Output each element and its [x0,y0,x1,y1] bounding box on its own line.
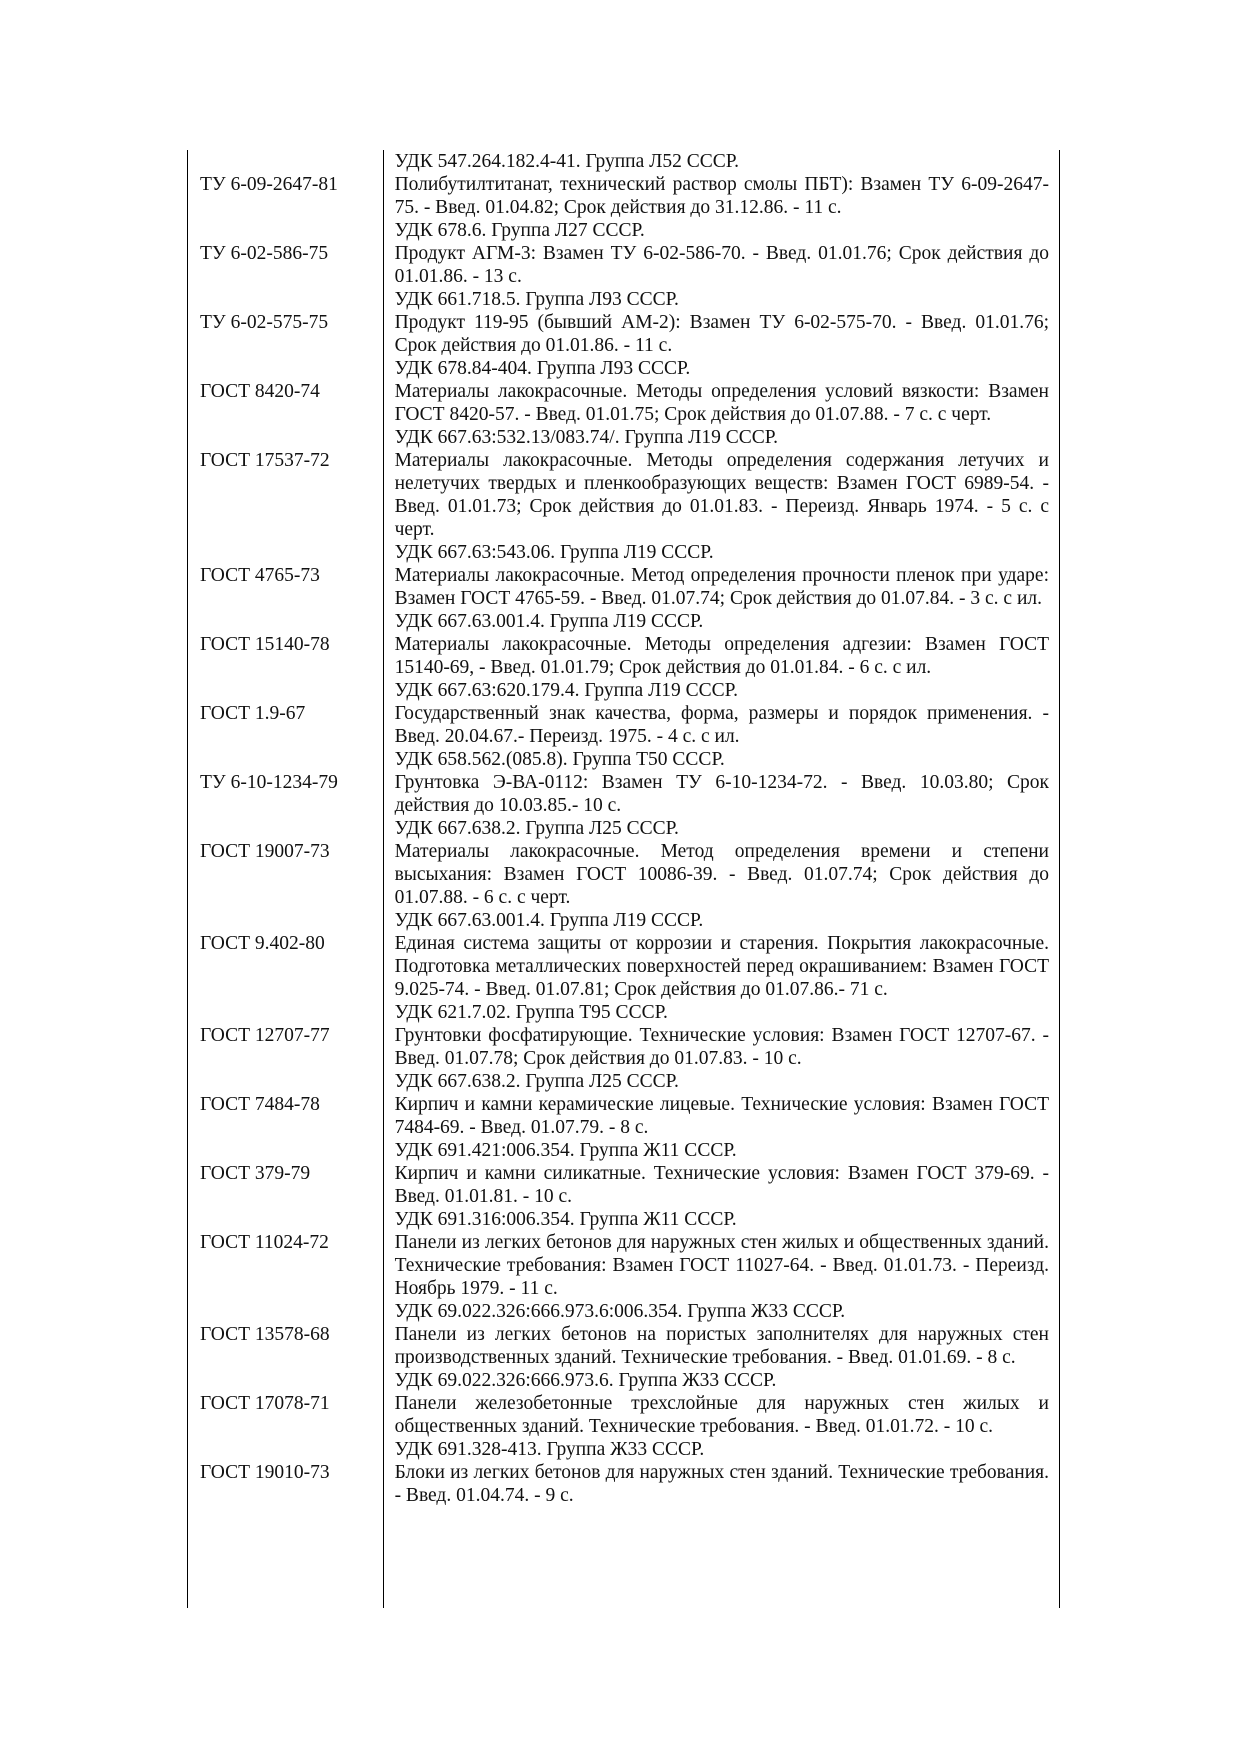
standard-description: Грунтовки фосфатирующие. Технические условия: Взамен ГОСТ 12707-67. - Введ. 01.07.78; Срок действия до 01.07.83. - 10 с. [394,1025,1049,1069]
table-row [188,633,1059,702]
table-row [188,840,1059,932]
udk-line: УДК 667.63.001.4. Группа Л19 СССР. [394,910,704,931]
standard-description: Полибутилтитанат, технический раствор смолы ПБТ): Взамен ТУ 6-09-2647-75. - Введ. 01.04.82; Срок действия до 31.12.86. - 11 с. [394,174,1049,218]
standard-description: Единая система защиты от коррозии и старения. Покрытия лакокрасочные. Подготовка металлических поверхностей перед окрашиванием: Взамен ГОСТ 9.025-74. - Введ. 01.07.81; Срок действия до 01.07.86.- 71 с. [394,933,1049,1000]
standard-description: Панели из легких бетонов на пористых заполнителях для наружных стен производственных зданий. Технические требования. - Введ. 01.01.69. - 8 с. [394,1324,1049,1368]
description-cell [383,840,1059,932]
udk-line: УДК 547.264.182.4-41. Группа Л52 СССР. [394,151,740,172]
standard-code: ГОСТ 13578-68 [200,1324,330,1345]
description-cell [383,1231,1059,1323]
table-row [188,173,1059,242]
table-row [188,1231,1059,1323]
standard-code: ГОСТ 11024-72 [200,1232,329,1253]
description-cell [383,150,1059,173]
udk-line: УДК 678.6. Группа Л27 СССР. [394,220,645,241]
description-cell [383,449,1059,564]
table-row [188,1024,1059,1093]
udk-line: УДК 69.022.326:666.973.6:006.354. Группа Ж33 СССР. [394,1301,846,1322]
udk-line: УДК 621.7.02. Группа Т95 СССР. [394,1002,668,1023]
description-cell [383,173,1059,242]
table-row [188,1392,1059,1461]
table-row [188,564,1059,633]
table-row [188,1323,1059,1392]
udk-line: УДК 678.84-404. Группа Л93 СССР. [394,358,691,379]
description-cell [383,1392,1059,1461]
standard-description: Материалы лакокрасочные. Методы определения условий вязкости: Взамен ГОСТ 8420-57. - Введ. 01.01.75; Срок действия до 01.07.88. - 7 с. с черт. [394,381,1049,425]
standard-code: ГОСТ 9.402-80 [200,933,325,954]
description-cell [383,380,1059,449]
udk-line: УДК 667.63.001.4. Группа Л19 СССР. [394,611,704,632]
udk-line: УДК 667.638.2. Группа Л25 СССР. [394,818,679,839]
table-row [188,771,1059,840]
standard-description: Кирпич и камни керамические лицевые. Технические условия: Взамен ГОСТ 7484-69. - Введ. 01.07.79. - 8 с. [394,1094,1049,1138]
standard-code: ТУ 6-02-586-75 [200,243,329,264]
description-cell [383,1461,1059,1507]
standard-code: ТУ 6-09-2647-81 [200,174,338,195]
standard-code: ГОСТ 19010-73 [200,1462,330,1483]
standard-description: Продукт 119-95 (бывший АМ-2): Взамен ТУ 6-02-575-70. - Введ. 01.01.76; Срок действия до 01.01.86. - 11 с. [394,312,1049,356]
description-cell [383,702,1059,771]
standards-table [187,150,1060,1608]
standard-code: ГОСТ 15140-78 [200,634,330,655]
description-cell [383,311,1059,380]
standard-code: ГОСТ 17537-72 [200,450,330,471]
standard-code: ГОСТ 8420-74 [200,381,320,402]
udk-line: УДК 658.562.(085.8). Группа Т50 СССР. [394,749,725,770]
standard-description: Кирпич и камни силикатные. Технические условия: Взамен ГОСТ 379-69. - Введ. 01.01.81. - 10 с. [394,1163,1049,1207]
code-cell [188,150,383,173]
table-row [188,1162,1059,1231]
description-cell [383,1024,1059,1093]
standard-code: ГОСТ 19007-73 [200,841,330,862]
description-cell [383,1323,1059,1392]
table-row [188,380,1059,449]
table-row [188,449,1059,564]
standard-description: Государственный знак качества, форма, размеры и порядок применения. - Введ. 20.04.67.- Переизд. 1975. - 4 с. с ил. [394,703,1049,747]
standard-description: Продукт АГМ-3: Взамен ТУ 6-02-586-70. - Введ. 01.01.76; Срок действия до 01.01.86. - 13 с. [394,243,1049,287]
standard-code: ГОСТ 12707-77 [200,1025,330,1046]
standard-description: Материалы лакокрасочные. Методы определения содержания летучих и нелетучих твердых и пленкообразующих веществ: Взамен ГОСТ 6989-54. - Введ. 01.01.73; Срок действия до 01.01.83. - Переизд. Январь 1974. - 5 с. с черт. [394,450,1049,540]
table-row [188,932,1059,1024]
description-cell [383,1162,1059,1231]
standard-description: Панели железобетонные трехслойные для наружных стен жилых и общественных зданий. Технические требования. - Введ. 01.01.72. - 10 с. [394,1393,1049,1437]
standard-description: Материалы лакокрасочные. Метод определения времени и степени высыхания: Взамен ГОСТ 10086-39. - Введ. 01.07.74; Срок действия до 01.07.88. - 6 с. с черт. [394,841,1049,908]
udk-line: УДК 667.63:620.179.4. Группа Л19 СССР. [394,680,738,701]
description-cell [383,1093,1059,1162]
standard-code: ГОСТ 1.9-67 [200,703,306,724]
udk-line: УДК 661.718.5. Группа Л93 СССР. [394,289,679,310]
standard-code: ГОСТ 379-79 [200,1163,311,1184]
description-cell [383,633,1059,702]
description-cell [383,564,1059,633]
udk-line: УДК 691.421:006.354. Группа Ж11 СССР. [394,1140,737,1161]
table-row [188,242,1059,311]
table-row [188,1461,1059,1507]
udk-line: УДК 691.316:006.354. Группа Ж11 СССР. [394,1209,737,1230]
table-row [188,311,1059,380]
description-cell [383,932,1059,1024]
standard-description: Грунтовка Э-ВА-0112: Взамен ТУ 6-10-1234-72. - Введ. 10.03.80; Срок действия до 10.03.85.- 10 с. [394,772,1049,816]
standard-code: ГОСТ 4765-73 [200,565,320,586]
table-row [188,702,1059,771]
standard-description: Материалы лакокрасочные. Методы определения адгезии: Взамен ГОСТ 15140-69, - Введ. 01.01.79; Срок действия до 01.01.84. - 6 с. с ил. [394,634,1049,678]
description-cell [383,771,1059,840]
table-row-lead [188,150,1059,173]
table-row [188,1093,1059,1162]
standard-description: Блоки из легких бетонов для наружных стен зданий. Технические требования. - Введ. 01.04.74. - 9 с. [394,1462,1049,1506]
standard-description: Материалы лакокрасочные. Метод определения прочности пленок при ударе: Взамен ГОСТ 4765-59. - Введ. 01.07.74; Срок действия до 01.07.84. - 3 с. с ил. [394,565,1049,609]
standard-code: ТУ 6-02-575-75 [200,312,329,333]
udk-line: УДК 667.638.2. Группа Л25 СССР. [394,1071,679,1092]
table-rows [188,150,1059,1507]
standard-code: ТУ 6-10-1234-79 [200,772,338,793]
udk-line: УДК 667.63:543.06. Группа Л19 СССР. [394,542,714,563]
standard-description: Панели из легких бетонов для наружных стен жилых и общественных зданий. Технические требования: Взамен ГОСТ 11027-64. - Введ. 01.01.73. - Переизд. Ноябрь 1979. - 11 с. [394,1232,1049,1299]
standard-code: ГОСТ 7484-78 [200,1094,320,1115]
udk-line: УДК 69.022.326:666.973.6. Группа Ж33 СССР. [394,1370,777,1391]
description-cell [383,242,1059,311]
udk-line: УДК 667.63:532.13/083.74/. Группа Л19 СССР. [394,427,779,448]
udk-line: УДК 691.328-413. Группа Ж33 СССР. [394,1439,705,1460]
standard-code: ГОСТ 17078-71 [200,1393,330,1414]
